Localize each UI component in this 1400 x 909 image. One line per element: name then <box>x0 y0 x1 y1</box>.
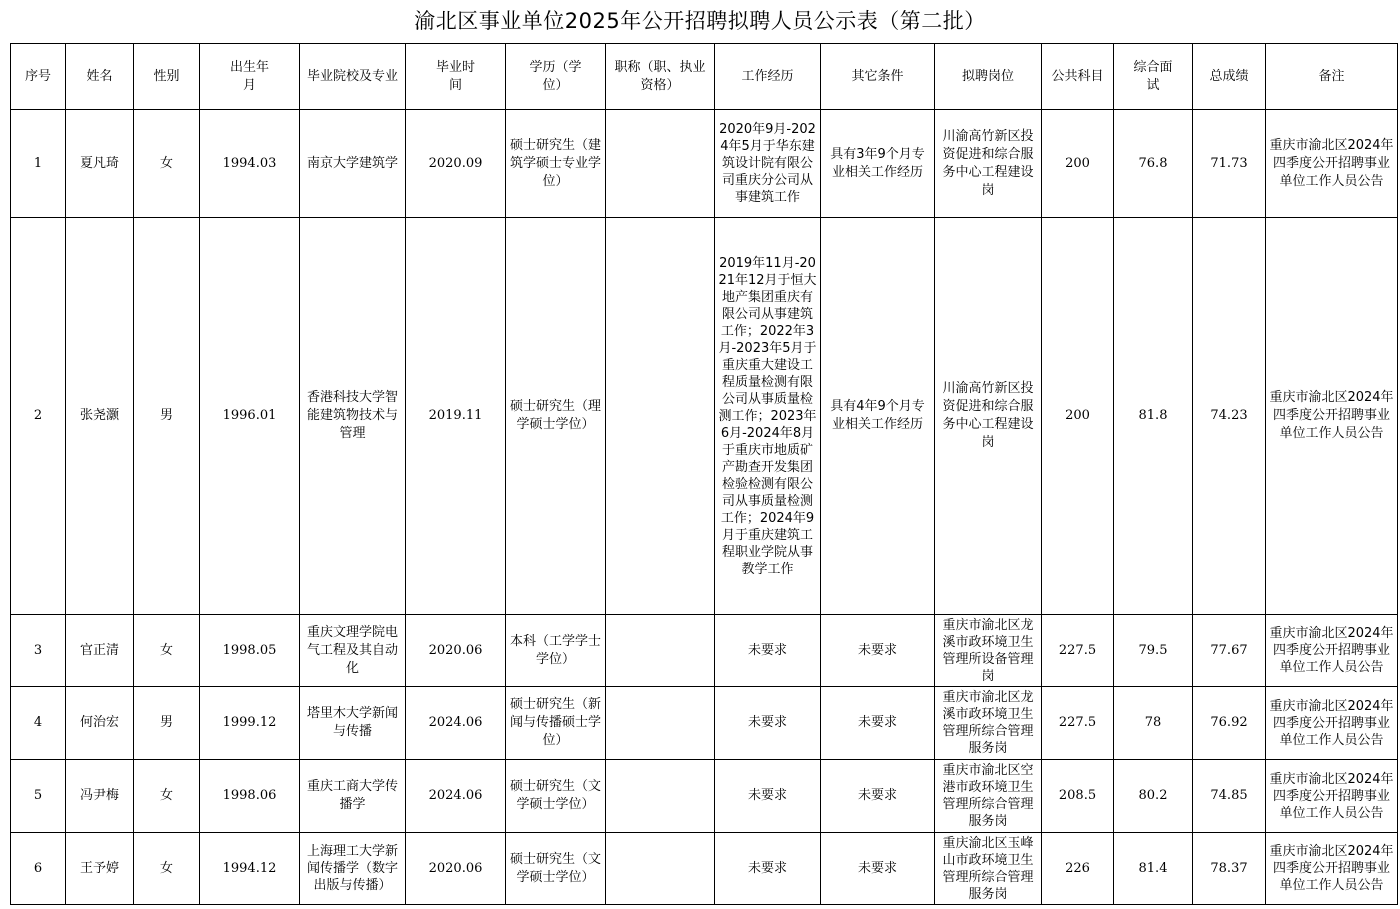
cell-birth: 1996.01 <box>200 218 300 615</box>
cell-public-subject: 227.5 <box>1042 615 1114 687</box>
cell-title <box>606 615 715 687</box>
cell-seq: 2 <box>11 218 66 615</box>
cell-remark: 重庆市渝北区2024年四季度公开招聘事业单位工作人员公告 <box>1266 615 1398 687</box>
cell-gender: 女 <box>134 833 200 905</box>
cell-seq: 6 <box>11 833 66 905</box>
cell-experience: 2020年9月-2024年5月于华东建筑设计院有限公司重庆分公司从事建筑工作 <box>715 110 821 218</box>
cell-position: 重庆市渝北区龙溪市政环境卫生管理所综合管理服务岗 <box>935 687 1042 760</box>
cell-education: 本科（工学学士学位） <box>506 615 606 687</box>
cell-total: 71.73 <box>1193 110 1266 218</box>
cell-position: 重庆渝北区玉峰山市政环境卫生管理所综合管理服务岗 <box>935 833 1042 905</box>
cell-gender: 女 <box>134 760 200 833</box>
header-education: 学历（学位） <box>506 44 606 110</box>
cell-public-subject: 200 <box>1042 218 1114 615</box>
cell-interview: 76.8 <box>1114 110 1193 218</box>
table-row <box>11 687 1398 760</box>
cell-name: 张尧灏 <box>66 218 134 615</box>
cell-education: 硕士研究生（新闻与传播硕士学位） <box>506 687 606 760</box>
cell-other: 未要求 <box>821 760 935 833</box>
cell-gender: 男 <box>134 687 200 760</box>
cell-grad-time: 2019.11 <box>406 218 506 615</box>
cell-school: 重庆文理学院电气工程及其自动化 <box>300 615 406 687</box>
cell-title <box>606 760 715 833</box>
cell-interview: 81.4 <box>1114 833 1193 905</box>
cell-seq: 4 <box>11 687 66 760</box>
cell-total: 74.23 <box>1193 218 1266 615</box>
cell-gender: 男 <box>134 218 200 615</box>
cell-name: 何治宏 <box>66 687 134 760</box>
header-school: 毕业院校及专业 <box>300 44 406 110</box>
table-row <box>11 615 1398 687</box>
cell-other: 未要求 <box>821 833 935 905</box>
cell-name: 王予婷 <box>66 833 134 905</box>
header-seq: 序号 <box>11 44 66 110</box>
cell-experience: 未要求 <box>715 760 821 833</box>
cell-seq: 1 <box>11 110 66 218</box>
cell-birth: 1994.03 <box>200 110 300 218</box>
cell-birth: 1998.05 <box>200 615 300 687</box>
cell-title <box>606 218 715 615</box>
cell-grad-time: 2020.09 <box>406 110 506 218</box>
cell-name: 夏凡琦 <box>66 110 134 218</box>
cell-name: 官正清 <box>66 615 134 687</box>
header-position: 拟聘岗位 <box>935 44 1042 110</box>
cell-title <box>606 110 715 218</box>
cell-grad-time: 2020.06 <box>406 833 506 905</box>
table-row <box>11 110 1398 218</box>
cell-birth: 1999.12 <box>200 687 300 760</box>
cell-education: 硕士研究生（文学硕士学位） <box>506 833 606 905</box>
cell-position: 川渝高竹新区投资促进和综合服务中心工程建设岗 <box>935 218 1042 615</box>
cell-school: 南京大学建筑学 <box>300 110 406 218</box>
header-grad-time: 毕业时间 <box>406 44 506 110</box>
cell-experience: 未要求 <box>715 833 821 905</box>
cell-interview: 79.5 <box>1114 615 1193 687</box>
cell-other: 具有4年9个月专业相关工作经历 <box>821 218 935 615</box>
cell-name: 冯尹梅 <box>66 760 134 833</box>
cell-total: 76.92 <box>1193 687 1266 760</box>
header-other: 其它条件 <box>821 44 935 110</box>
table-row <box>11 218 1398 615</box>
cell-seq: 5 <box>11 760 66 833</box>
cell-education: 硕士研究生（建筑学硕士专业学位） <box>506 110 606 218</box>
cell-grad-time: 2024.06 <box>406 760 506 833</box>
header-interview: 综合面试 <box>1114 44 1193 110</box>
cell-public-subject: 227.5 <box>1042 687 1114 760</box>
cell-interview: 78 <box>1114 687 1193 760</box>
cell-total: 78.37 <box>1193 833 1266 905</box>
cell-school: 塔里木大学新闻与传播 <box>300 687 406 760</box>
cell-total: 77.67 <box>1193 615 1266 687</box>
cell-education: 硕士研究生（理学硕士学位） <box>506 218 606 615</box>
cell-birth: 1998.06 <box>200 760 300 833</box>
cell-public-subject: 208.5 <box>1042 760 1114 833</box>
header-name: 姓名 <box>66 44 134 110</box>
cell-experience: 未要求 <box>715 615 821 687</box>
cell-remark: 重庆市渝北区2024年四季度公开招聘事业单位工作人员公告 <box>1266 833 1398 905</box>
cell-title <box>606 833 715 905</box>
cell-experience: 2019年11月-2021年12月于恒大地产集团重庆有限公司从事建筑工作；2022年3月-2023年5月于重庆重大建设工程质量检测有限公司从事质量检测工作；2023年6月-2024年8月于重庆市地质矿产勘查开发集团检验检测有限公司从事质量检测工作；2024年9月于重庆建筑工程职业学院从事教学工作 <box>715 218 821 615</box>
cell-other: 未要求 <box>821 687 935 760</box>
cell-grad-time: 2020.06 <box>406 615 506 687</box>
header-birth: 出生年月 <box>200 44 300 110</box>
cell-interview: 81.8 <box>1114 218 1193 615</box>
header-public-subject: 公共科目 <box>1042 44 1114 110</box>
cell-total: 74.85 <box>1193 760 1266 833</box>
cell-position: 重庆市渝北区龙溪市政环境卫生管理所设备管理岗 <box>935 615 1042 687</box>
cell-education: 硕士研究生（文学硕士学位） <box>506 760 606 833</box>
header-total: 总成绩 <box>1193 44 1266 110</box>
cell-seq: 3 <box>11 615 66 687</box>
cell-experience: 未要求 <box>715 687 821 760</box>
cell-remark: 重庆市渝北区2024年四季度公开招聘事业单位工作人员公告 <box>1266 110 1398 218</box>
cell-school: 重庆工商大学传播学 <box>300 760 406 833</box>
candidates-table <box>10 43 1398 905</box>
cell-title <box>606 687 715 760</box>
cell-remark: 重庆市渝北区2024年四季度公开招聘事业单位工作人员公告 <box>1266 687 1398 760</box>
header-gender: 性别 <box>134 44 200 110</box>
cell-school: 上海理工大学新闻传播学（数字出版与传播） <box>300 833 406 905</box>
cell-gender: 女 <box>134 615 200 687</box>
table-row <box>11 833 1398 905</box>
cell-other: 具有3年9个月专业相关工作经历 <box>821 110 935 218</box>
cell-remark: 重庆市渝北区2024年四季度公开招聘事业单位工作人员公告 <box>1266 218 1398 615</box>
cell-birth: 1994.12 <box>200 833 300 905</box>
cell-public-subject: 226 <box>1042 833 1114 905</box>
header-row <box>11 44 1398 110</box>
cell-other: 未要求 <box>821 615 935 687</box>
cell-school: 香港科技大学智能建筑物技术与管理 <box>300 218 406 615</box>
page-title: 渝北区事业单位2025年公开招聘拟聘人员公示表（第二批） <box>414 9 986 33</box>
cell-gender: 女 <box>134 110 200 218</box>
cell-interview: 80.2 <box>1114 760 1193 833</box>
header-title: 职称（职、执业资格） <box>606 44 715 110</box>
cell-position: 重庆市渝北区空港市政环境卫生管理所综合管理服务岗 <box>935 760 1042 833</box>
cell-grad-time: 2024.06 <box>406 687 506 760</box>
header-remark: 备注 <box>1266 44 1398 110</box>
cell-public-subject: 200 <box>1042 110 1114 218</box>
cell-remark: 重庆市渝北区2024年四季度公开招聘事业单位工作人员公告 <box>1266 760 1398 833</box>
cell-position: 川渝高竹新区投资促进和综合服务中心工程建设岗 <box>935 110 1042 218</box>
header-experience: 工作经历 <box>715 44 821 110</box>
table-row <box>11 760 1398 833</box>
